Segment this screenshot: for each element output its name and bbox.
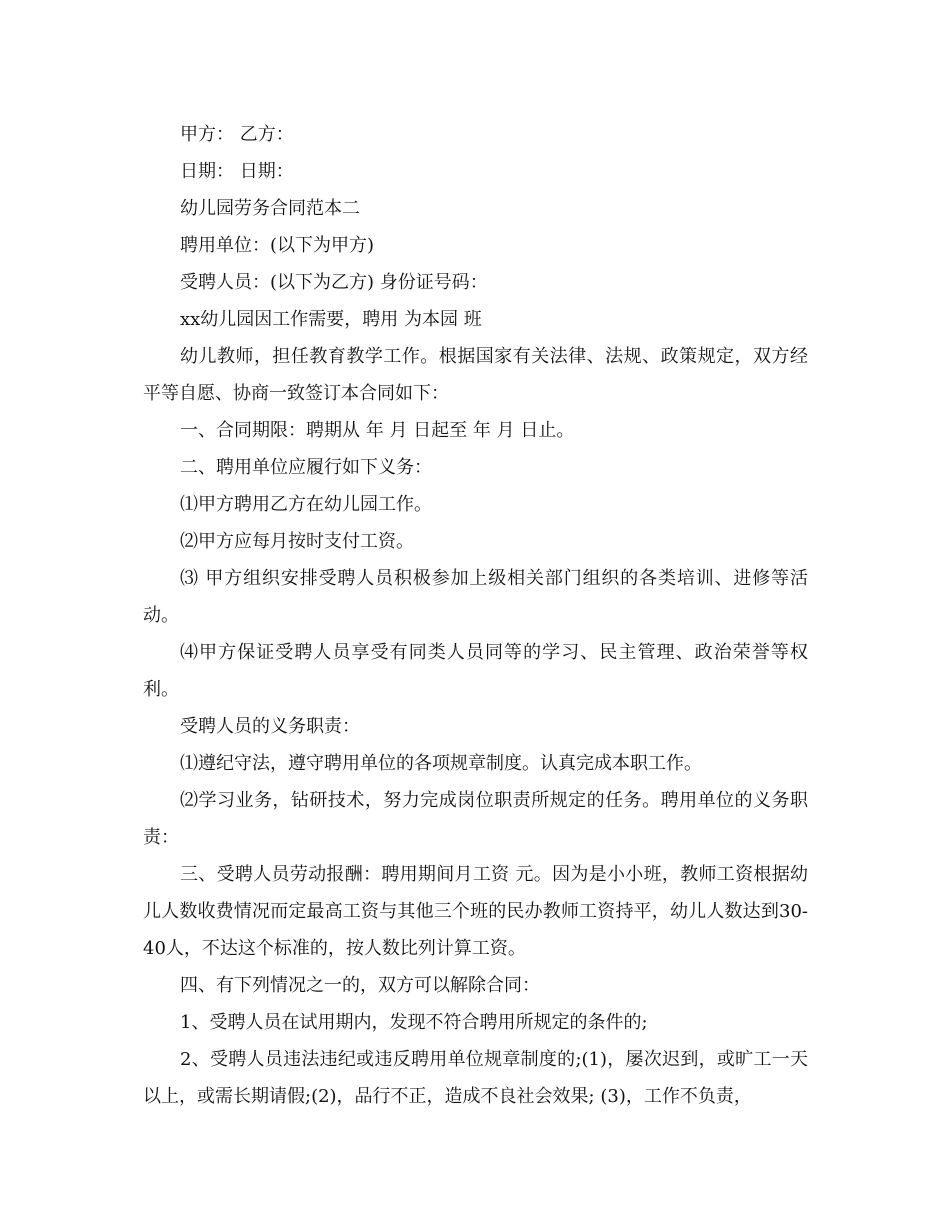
clause-remuneration: 三、受聘人员劳动报酬：聘用期间月工资 元。因为是小小班，教师工资根据幼儿人数收费情况而定最高工资与其他三个班的民办教师工资持平，幼儿人数达到30-40人，不达这个标准的，按人数比列计算工资。 [143, 864, 808, 959]
termination-item: 1、受聘人员在试用期内，发现不符合聘用所规定的条件的; [180, 1012, 648, 1033]
employer-duty-item: ⑵甲方应每月按时支付工资。 [180, 531, 414, 552]
clause-termination-heading: 四、有下列情况之一的，双方可以解除合同： [180, 975, 540, 996]
employee-duty-item: ⑴遵纪守法，遵守聘用单位的各项规章制度。认真完成本职工作。 [180, 753, 702, 774]
employee-line: 受聘人员：(以下为乙方) 身份证号码： [180, 272, 488, 293]
clause-term: 一、合同期限：聘期从 年 月 日起至 年 月 日止。 [180, 420, 575, 441]
clause-employer-duties-heading: 二、聘用单位应履行如下义务： [180, 457, 432, 478]
party-label-line: 甲方： 乙方： [180, 124, 294, 145]
employer-duty-item: ⑶ 甲方组织安排受聘人员积极参加上级相关部门组织的各类培训、进修等活动。 [143, 568, 808, 626]
date-label-line: 日期： 日期： [180, 161, 294, 182]
employer-line: 聘用单位：(以下为甲方) [180, 235, 375, 256]
document-title: 幼儿园劳务合同范本二 [180, 198, 360, 219]
employee-duties-heading: 受聘人员的义务职责： [180, 716, 360, 737]
employee-duty-item: ⑵学习业务，钻研技术，努力完成岗位职责所规定的任务。聘用单位的义务职责： [143, 790, 808, 848]
hiring-line: xx幼儿园因工作需要，聘用 为本园 班 [180, 309, 482, 330]
employer-duty-item: ⑴甲方聘用乙方在幼儿园工作。 [180, 494, 432, 515]
termination-item: 2、受聘人员违法违纪或违反聘用单位规章制度的;(1)，屡次迟到，或旷工一天以上，或需长期请假;(2)，品行不正，造成不良社会效果; (3)，工作不负责， [143, 1049, 808, 1107]
intro-paragraph: 幼儿教师，担任教育教学工作。根据国家有关法律、法规、政策规定，双方经平等自愿、协商一致签订本合同如下： [143, 346, 808, 404]
employer-duty-item: ⑷甲方保证受聘人员享受有同类人员同等的学习、民主管理、政治荣誉等权利。 [143, 642, 808, 700]
document-body [143, 116, 808, 1115]
